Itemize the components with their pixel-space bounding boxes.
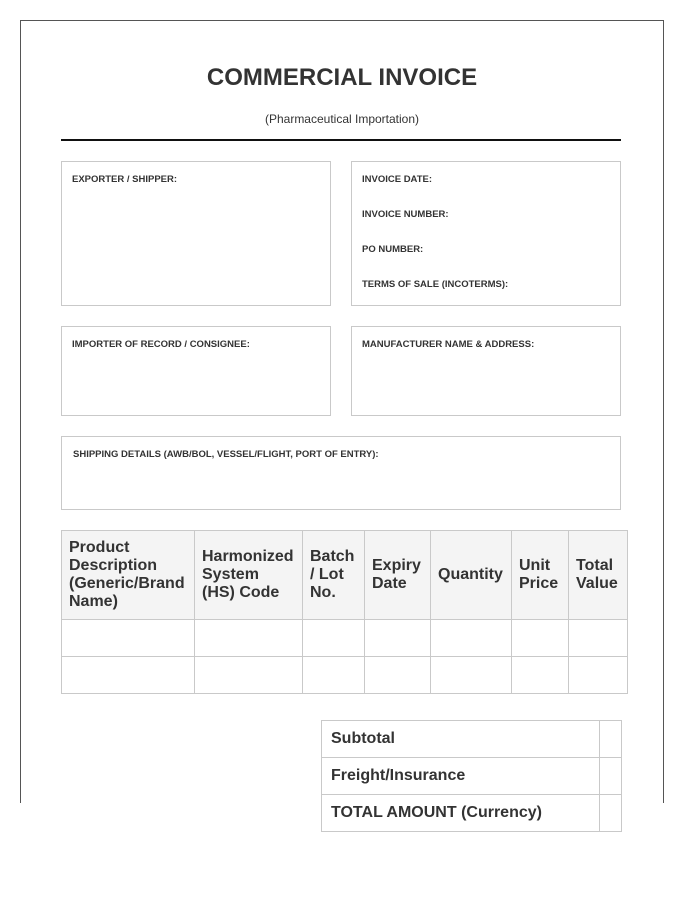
invoice-number-label: INVOICE NUMBER: [362, 209, 449, 220]
table-cell[interactable] [62, 620, 195, 657]
total-amount-row [322, 795, 622, 832]
col-unit-price: Unit Price [512, 531, 569, 620]
freight-insurance-value[interactable] [600, 758, 622, 795]
table-cell[interactable] [365, 620, 431, 657]
table-cell[interactable] [512, 620, 569, 657]
po-number-label: PO NUMBER: [362, 244, 424, 255]
line-items-table [61, 530, 628, 694]
table-cell[interactable] [569, 657, 628, 694]
table-cell[interactable] [569, 620, 628, 657]
invoice-info-box[interactable] [351, 161, 621, 306]
totals-table [321, 720, 622, 832]
title-divider [61, 139, 621, 141]
table-cell[interactable] [431, 657, 512, 694]
col-hs-code: Harmonized System (HS) Code [195, 531, 303, 620]
col-total-value: Total Value [569, 531, 628, 620]
table-cell[interactable] [195, 620, 303, 657]
table-cell[interactable] [512, 657, 569, 694]
exporter-box[interactable] [61, 161, 331, 306]
table-row [62, 657, 628, 694]
subtotal-row [322, 721, 622, 758]
subtotal-value[interactable] [600, 721, 622, 758]
col-batch-lot: Batch / Lot No. [303, 531, 365, 620]
table-cell[interactable] [62, 657, 195, 694]
importer-label: IMPORTER OF RECORD / CONSIGNEE: [72, 339, 250, 350]
document-subtitle: (Pharmaceutical Importation) [264, 112, 420, 126]
col-quantity: Quantity [431, 531, 512, 620]
invoice-date-label: INVOICE DATE: [362, 174, 433, 185]
total-amount-label: TOTAL AMOUNT (Currency) [322, 795, 600, 832]
shipping-details-box[interactable] [61, 436, 621, 510]
importer-box[interactable] [61, 326, 331, 416]
freight-row [322, 758, 622, 795]
table-cell[interactable] [303, 620, 365, 657]
document-title: COMMERCIAL INVOICE [206, 64, 478, 91]
shipping-details-label: SHIPPING DETAILS (AWB/BOL, VESSEL/FLIGHT, PORT OF ENTRY): [73, 449, 379, 460]
manufacturer-label: MANUFACTURER NAME & ADDRESS: [362, 339, 535, 350]
freight-insurance-label: Freight/Insurance [322, 758, 600, 795]
col-product-description: Product Description (Generic/Brand Name) [62, 531, 195, 620]
table-cell[interactable] [365, 657, 431, 694]
table-row [62, 620, 628, 657]
table-header-row [62, 531, 628, 620]
manufacturer-box[interactable] [351, 326, 621, 416]
table-cell[interactable] [195, 657, 303, 694]
subtotal-label: Subtotal [322, 721, 600, 758]
table-cell[interactable] [303, 657, 365, 694]
invoice-page [20, 20, 664, 821]
exporter-label: EXPORTER / SHIPPER: [72, 174, 178, 185]
col-expiry-date: Expiry Date [365, 531, 431, 620]
table-cell[interactable] [431, 620, 512, 657]
terms-of-sale-label: TERMS OF SALE (INCOTERMS): [362, 279, 509, 290]
total-amount-value[interactable] [600, 795, 622, 832]
